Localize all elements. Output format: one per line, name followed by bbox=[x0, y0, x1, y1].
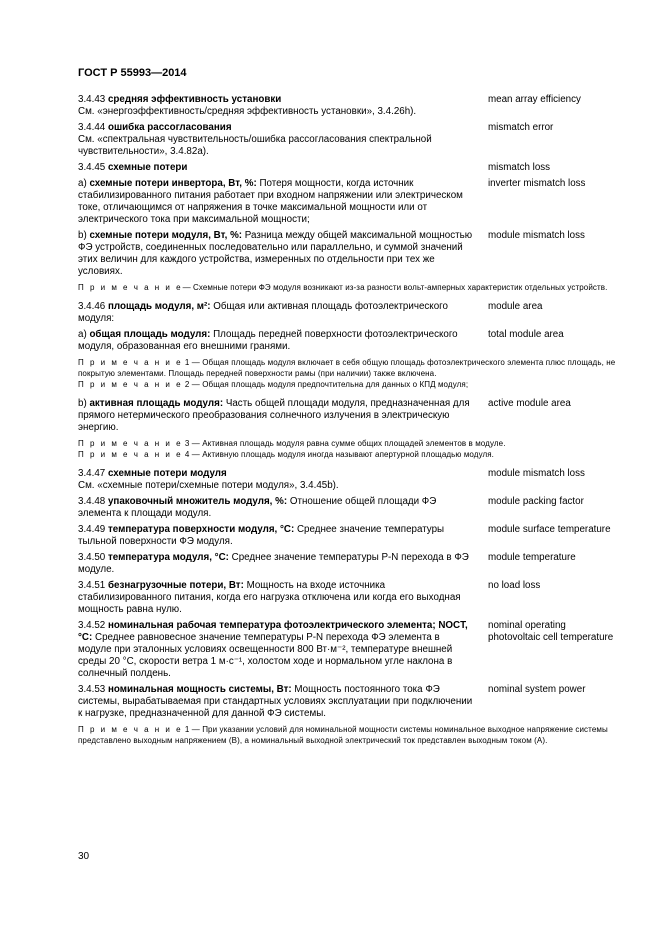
term-text bbox=[78, 620, 473, 680]
term-english: module mismatch loss bbox=[488, 468, 585, 479]
term-text bbox=[78, 122, 473, 158]
term-entry bbox=[78, 684, 618, 720]
term-number: a) bbox=[78, 178, 87, 189]
term-english: mean array efficiency bbox=[488, 94, 581, 105]
term-number: 3.4.51 bbox=[78, 580, 106, 591]
term-definition: Среднее равновесное значение температуры P-N перехода ФЭ элемента в модуле при эталонных условиях освещенности 800 Вт·м⁻², температуре внешней среды 20 °С, скорости ветра 1 м·с⁻¹, холостом ходе и нормальном угле наклона в солнечный полдень. bbox=[78, 632, 453, 679]
term-definition: Мощность на входе источника стабилизированного питания, когда его нагрузка отключена или когда его выходная мощность равна нулю. bbox=[78, 580, 461, 615]
note-text: — Схемные потери ФЭ модуля возникают из-за разности вольт-амперных характеристик отдельных устройств. bbox=[182, 283, 608, 292]
term-reference: См. «энергоэффективность/средняя эффективность установки», 3.4.26h). bbox=[78, 106, 417, 117]
term-text bbox=[78, 398, 473, 434]
term-entry bbox=[78, 468, 618, 492]
term-text bbox=[78, 552, 473, 576]
term-number: 3.4.53 bbox=[78, 684, 106, 695]
term-title: общая площадь модуля: bbox=[89, 329, 211, 340]
term-entry bbox=[78, 620, 618, 680]
term-text bbox=[78, 329, 473, 353]
note-text: 1 — Общая площадь модуля включает в себя общую площадь фотоэлектрического элемента плюс площадь, не покрытую элементами. Площадь передней поверхности рамы (при наличии) также включена. bbox=[78, 358, 616, 378]
term-entry bbox=[78, 524, 618, 548]
term-title: схемные потери модуля, Вт, %: bbox=[89, 230, 243, 241]
term-definition: Площадь передней поверхности фотоэлектрического модуля, образованная его внешними гранями. bbox=[78, 329, 458, 352]
term-english: module mismatch loss bbox=[488, 230, 585, 241]
term-entry bbox=[78, 301, 618, 325]
term-definition: Разница между общей максимальной мощностью ФЭ устройств, соединенных последовательно или параллельно, и суммой значений этих величин для каждого устройства, измеренных по отдельности при тех же условиях. bbox=[78, 230, 473, 277]
term-title: схемные потери bbox=[107, 162, 188, 173]
term-number: b) bbox=[78, 230, 87, 241]
term-text bbox=[78, 496, 473, 520]
term-number: 3.4.43 bbox=[78, 94, 106, 105]
term-number: 3.4.52 bbox=[78, 620, 106, 631]
term-number: 3.4.44 bbox=[78, 122, 106, 133]
term-definition: Мощность постоянного тока ФЭ системы, вырабатываемая при стандартных условиях эксплуатации при подключении к нагрузке, предназначенной для данной ФЭ системы. bbox=[78, 684, 473, 719]
term-title: номинальная мощность системы, Вт: bbox=[107, 684, 292, 695]
term-reference: См. «спектральная чувствительность/ошибка рассогласования спектральной чувствительности», 3.4.82a). bbox=[78, 134, 432, 157]
term-number: 3.4.45 bbox=[78, 162, 106, 173]
term-definition: Отношение общей площади ФЭ элемента к площади модуля. bbox=[78, 496, 437, 519]
term-title: схемные потери инвертора, Вт, %: bbox=[89, 178, 257, 189]
term-title: температура поверхности модуля, °С: bbox=[107, 524, 295, 535]
term-text bbox=[78, 468, 473, 492]
term-entry bbox=[78, 329, 618, 353]
note-label: П р и м е ч а н и е bbox=[78, 358, 183, 367]
term-text bbox=[78, 230, 473, 278]
note-label: П р и м е ч а н и е bbox=[78, 283, 183, 292]
term-entry bbox=[78, 94, 618, 118]
term-text bbox=[78, 301, 473, 325]
term-definition: Потеря мощности, когда источник стабилизированного питания работает при входном напряжении или электрическом токе, отличающимся от напряжения в точке максимальной мощности или от электрического тока при максимальной мощности; bbox=[78, 178, 463, 225]
term-title: температура модуля, °С: bbox=[107, 552, 229, 563]
term-english: module area bbox=[488, 301, 543, 312]
page-number: 30 bbox=[78, 851, 90, 862]
term-title: ошибка рассогласования bbox=[107, 122, 232, 133]
term-text bbox=[78, 580, 473, 616]
note-text: 3 — Активная площадь модуля равна сумме общих площадей элементов в модуле. bbox=[184, 439, 506, 448]
term-english: module temperature bbox=[488, 552, 576, 563]
term-entry bbox=[78, 122, 618, 158]
term-definition: Среднее значение температуры тыльной поверхности ФЭ модуля. bbox=[78, 524, 445, 547]
note bbox=[78, 357, 618, 390]
term-title: номинальная рабочая температура фотоэлектрического элемента; NOCT, °С: bbox=[78, 620, 468, 643]
term-title: средняя эффективность установки bbox=[107, 94, 282, 105]
term-text bbox=[78, 162, 473, 174]
term-text bbox=[78, 94, 473, 118]
term-title: безнагрузочные потери, Вт: bbox=[107, 580, 244, 591]
term-entry bbox=[78, 178, 618, 226]
term-number: 3.4.48 bbox=[78, 496, 106, 507]
note bbox=[78, 282, 618, 293]
note-label: П р и м е ч а н и е bbox=[78, 725, 183, 734]
term-english: mismatch error bbox=[488, 122, 554, 133]
term-number: 3.4.47 bbox=[78, 468, 106, 479]
term-english: nominal operating photovoltaic cell temperature bbox=[488, 620, 614, 643]
note-label: П р и м е ч а н и е bbox=[78, 450, 183, 459]
term-english: no load loss bbox=[488, 580, 541, 591]
term-english: module packing factor bbox=[488, 496, 584, 507]
note-text: 2 — Общая площадь модуля предпочтительна для данных о КПД модуля; bbox=[184, 380, 469, 389]
term-english: mismatch loss bbox=[488, 162, 551, 173]
note bbox=[78, 724, 618, 746]
note-text: 1 — При указании условий для номинальной мощности системы номинальное выходное напряжение системы представлено выходным напряжением (В), а номинальный выходной электрический ток представлен выходным током (А). bbox=[78, 725, 608, 745]
term-english: inverter mismatch loss bbox=[488, 178, 586, 189]
term-title: схемные потери модуля bbox=[107, 468, 227, 479]
note-label: П р и м е ч а н и е bbox=[78, 439, 183, 448]
term-number: 3.4.49 bbox=[78, 524, 106, 535]
term-number: b) bbox=[78, 398, 87, 409]
term-entry bbox=[78, 496, 618, 520]
term-english: nominal system power bbox=[488, 684, 586, 695]
term-definition: Среднее значение температуры P-N перехода в ФЭ модуле. bbox=[78, 552, 469, 575]
term-english: module surface temperature bbox=[488, 524, 611, 535]
document-header: ГОСТ Р 55993—2014 bbox=[78, 67, 187, 79]
term-number: 3.4.50 bbox=[78, 552, 106, 563]
term-entry bbox=[78, 580, 618, 616]
term-title: упаковочный множитель модуля, %: bbox=[107, 496, 288, 507]
term-definition: Часть общей площади модуля, предназначенная для прямого нетермического преобразования солнечного излучения в электрическую энергию. bbox=[78, 398, 470, 433]
term-entry bbox=[78, 230, 618, 278]
term-entry bbox=[78, 398, 618, 434]
term-number: 3.4.46 bbox=[78, 301, 106, 312]
term-title: площадь модуля, м²: bbox=[107, 301, 211, 312]
term-english: active module area bbox=[488, 398, 571, 409]
term-title: активная площадь модуля: bbox=[89, 398, 224, 409]
term-reference: См. «схемные потери/схемные потери модуля», 3.4.45b). bbox=[78, 480, 339, 491]
term-entry bbox=[78, 162, 618, 174]
term-definition: Общая или активная площадь фотоэлектрического модуля: bbox=[78, 301, 448, 324]
term-text bbox=[78, 684, 473, 720]
term-text bbox=[78, 178, 473, 226]
term-english: total module area bbox=[488, 329, 564, 340]
term-text bbox=[78, 524, 473, 548]
note-label: П р и м е ч а н и е bbox=[78, 380, 183, 389]
note-text: 4 — Активную площадь модуля иногда называют апертурной площадью модуля. bbox=[184, 450, 495, 459]
term-entry bbox=[78, 552, 618, 576]
note bbox=[78, 438, 618, 460]
term-list bbox=[78, 94, 618, 754]
term-number: a) bbox=[78, 329, 87, 340]
